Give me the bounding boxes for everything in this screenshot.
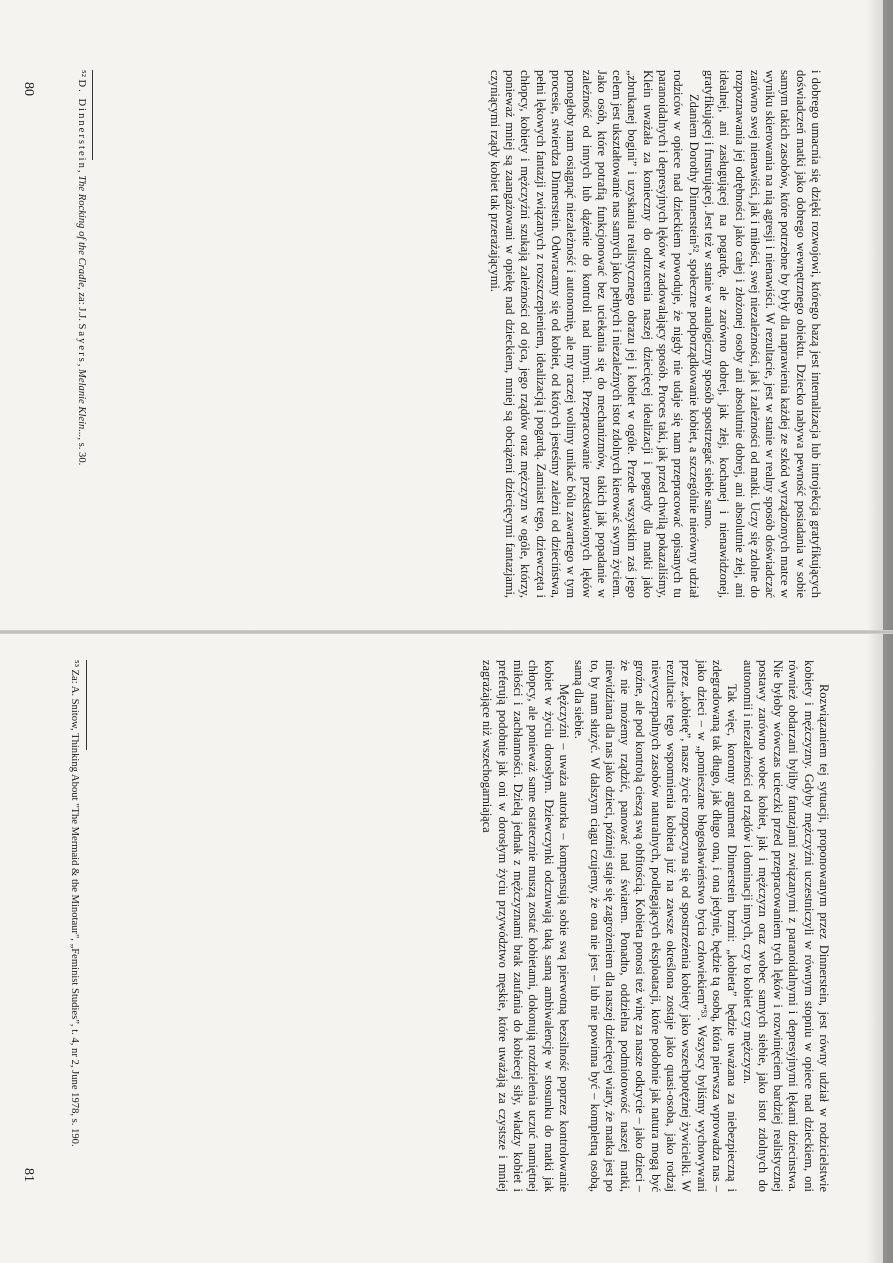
page-number-right: 81: [21, 1168, 36, 1182]
footnote-author2: Sayers: [76, 323, 87, 364]
page-number-left: 80: [21, 82, 36, 96]
footnote-title2: Melanie Klein...: [76, 369, 87, 438]
footnote-title: The Rocking of the Cradle: [76, 175, 87, 288]
footnote-rule: [92, 70, 93, 160]
right-paragraph: Tak więc, koronny argument Dinnerstein brzmi: „kobieta” będzie uważana za niebezpieczną i zdegradowaną tak długo, jak długo ona, i ona jedynie, będzie tą osobą, która pierwsza wprowadza nas – jako dzieci – w „pomieszane błogosławieństwo bycia człowiekiem”⁵³. Wszyscy byliśmy wychowywani przez „kobietę”, nasze życie rozpoczyna się od spostrzeżenia kobiety jako wszechpotężnej żywicielki. W rezultacie tego wspomnienia kobieta już na zawsze określona zostaje jako quasi-osoba, jako rodzaj niewyczerpalnych zasobów naturalnych, podlegających eksploatacji, które podobnie jak natura mogą być groźne, ale pod kontrolą cieszą swą obfitością. Kobieta ponosi też winę za nasze odkrycie – jako dzieci – że nie możemy rządzić, panować nad światem. Ponadto, oddzielna podmiotowość naszej matki, niewidziana dla nas jako dzieci, później staje się zagrożeniem dla naszej dziecięcej wiary, że matka jest po to, by nam służyć. W dalszym ciągu czujemy, że ona nie jest – lub nie powinna być – kompletną osobą, samą dla siebie.: [572, 660, 740, 1192]
footnote-author: D. Dinnerstein: [76, 79, 87, 170]
right-paragraph: Rozwiązaniem tej sytuacji, proponowanym przez Dinnerstein, jest równy udział w rodzicielstwie kobiety i mężczyzny. Gdyby mężczyźni uczestniczyli w równym stopniu w opiece nad dzieckiem, oni również obdarzani byliby fantazjami związanymi z paranoidalnymi i depresyjnymi lękami dziecinstwa. Nie byłoby wówczas ucieczki przed przepracowaniem tych lęków i rozwinięciem bardziej realistycznej postawy zarówno wobec kobiet, jak i mężczyzn oraz wobec samych siebie, jako istot zdolnych do autonomii i niezależności od rządów i dominacji innych, czy to kobiet czy mężczyzn.: [740, 660, 831, 1192]
left-page-text: [486, 70, 823, 598]
book-spine: [0, 630, 893, 634]
footnote-rule: [86, 660, 87, 750]
left-paragraph: i dobrego umacnia się dzięki rozwojowi, którego bazą jest internalizacja lub introjekcja gratyfikujących doświadczeń matki jako dobrego wewnętrznego obiektu. Dziecko nabywa pewność posiadania w sobie samym takich zasobów, które potrzebne by były dla naprawienia każdej ze szkód wyrządzonych matce w wyniku skierowania na nią agresji i nienawiści. W rezultacie, jest w stanie w realny sposób doświadczać zarówno swej nienawiści, jak i miłości, swej niezależności, jak i zależności od matki. Uczy się zdolne do rozpoznawania jej odrębności jako całej i złożonej osoby ani absolutnie dobrej, ani absolutnie złej, ani idealnej, ani zasługującej na pogardę, ale zarówno dobrej, jak złej, kochanej i nienawidzonej, gratyfikującej i frustrującej. Jest też w stanie w analogiczny sposób spostrzegać siebie samo.: [701, 70, 823, 598]
right-paragraph: Mężczyźni – uważa autorka – kompensują sobie swą pierwotną bezsilność poprzez kontrolowanie kobiet w życiu dorosłym. Dziewczynki odczuwają taką samą ambiwalencję w stosunku do matki jak chłopcy, ale ponieważ same ostatecznie muszą zostać kobietami, dokonują rozdzielenia uczuć namiętnej miłości i zachłanności. Dzielą jednak z mężczyznami brak zaufania do kobiecej siły, władzy kobiet i preferują podobnie jak oni w dorosłym życiu przywództwo męskie, które uważają za czystsze i mniej zagrażające niż wszechogarniająca: [480, 660, 571, 1192]
right-footnote: [68, 660, 81, 1192]
footnote-marker: ⁵³: [69, 660, 80, 667]
footnote-text: Za: A. Snitow, Thinking About "The Mermaid & the Minotaur", „Feminist Studies”, t. 4, nr 2, June 1978, s. 190.: [69, 669, 80, 1147]
left-footnote: ⁵² D. Dinnerstein, The Rocking of the Cradle, za: J.J. Sayers, Melanie Klein..., s. 30.: [76, 70, 87, 466]
footnote-end: , s. 30.: [76, 437, 87, 466]
right-page-text: [479, 660, 831, 1192]
footnote-mid: , za: J.J.: [76, 287, 87, 324]
footnote-marker: ⁵²: [76, 70, 87, 77]
left-paragraph: Zdaniem Dorothy Dinnerstein⁵², społeczne podporządkowanie kobiet, a szczególnie nierówny udział rodziców w opiece nad dzieckiem powoduje, że nigdy nie udaje się nam przepracować opisanych tu paranoidalnych i depresyjnych lęków w zadowalający sposób. Proces taki, jak przed chwilą pokazaliśmy, Klein uważała za konieczny do odrzucenia naszej dziecięcej idealizacji i pogardy dla matki jako „zbrukanej bogini” i uzyskania realistycznego obrazu jej i kobiet w ogóle. Przede wszystkim zaś jego celem jest ukształtowanie nas samych jako pełnych i niezależnych istot zdolnych kierować swym życiem. Jako osób, które potrafią funkcjonować bez uciekania się do mechanizmów, takich jak popadanie w zależność od innych lub dążenie do kontroli nad innymi. Przepracowanie przedstawionych lęków pomogłoby nam osiągnąć niezależność i autonomię, ale my raczej wolimy unikać bólu zawartego w tym procesie, stwierdza Dinnerstein. Odwracamy się od kobiet, od których jesteśmy zależni od dzieciństwa, pełni lękowych fantazji związanych z rozszczepieniem, idealizacją i pogardą. Zamiast tego, dziewczęta i chłopcy, kobiety i mężczyźni szukają zależności od ojca, jego rządów oraz mężczyzn w ogóle, którzy, ponieważ mniej są zaangażowani w opiekę nad dzieckiem, mniej są obciążeni dziecięcymi fantazjami, czyniącymi rządy kobiet tak przerażającymi.: [487, 70, 701, 598]
